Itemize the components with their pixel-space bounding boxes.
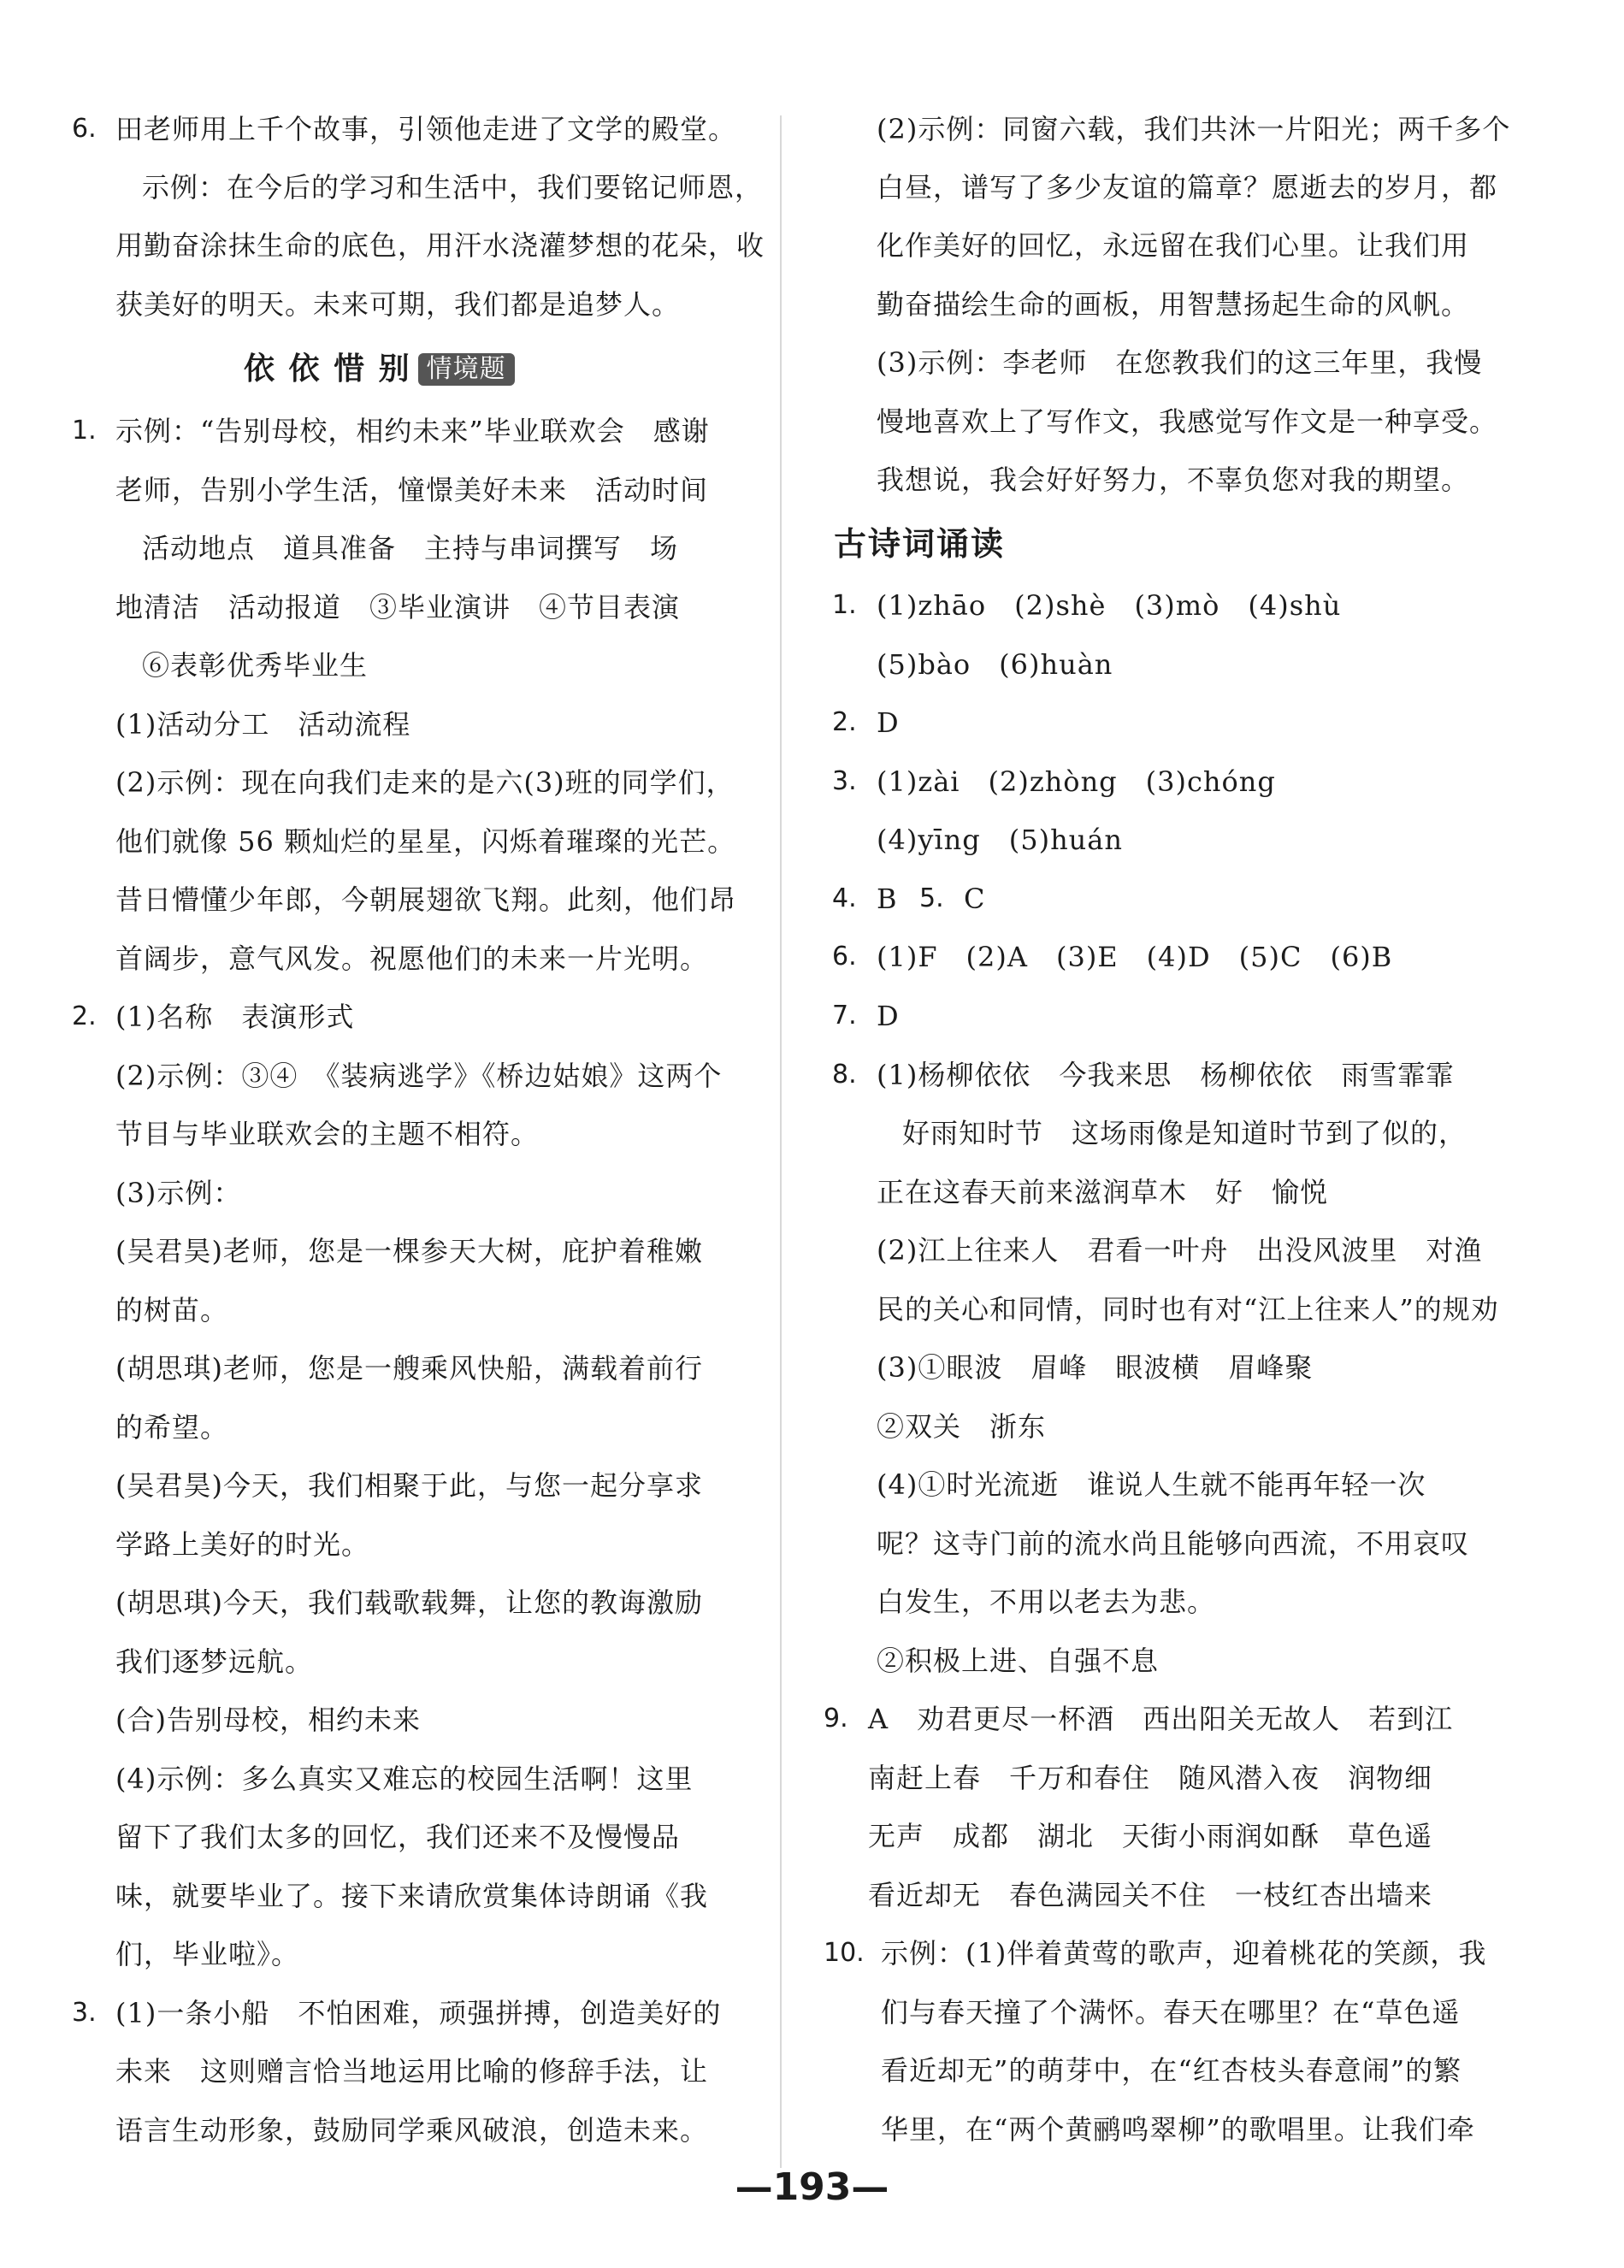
question-number: 1. [72, 416, 97, 446]
answer-line: (2)示例：现在向我们走来的是六(3)班的同学们， [115, 766, 735, 799]
answer-line: 好雨知时节 这场雨像是知道时节到了似的， [902, 1117, 1468, 1149]
answer-line: 活动地点 道具准备 主持与串词撰写 场 [142, 532, 679, 564]
answer-line: 地清洁 活动报道 ③毕业演讲 ④节目表演 [115, 591, 681, 623]
answer-line: B [877, 883, 898, 915]
question-number: 10. [824, 1938, 865, 1968]
answer-line: 获美好的明天。未来可期，我们都是追梦人。 [115, 288, 681, 321]
answer-line: 的希望。 [115, 1411, 229, 1444]
answer-line: (4)yīng (5)huán [877, 824, 1123, 856]
answer-line: 们，毕业啦》。 [115, 1938, 300, 1970]
answer-line: 南赶上春 千万和春住 随风潜入夜 润物细 [868, 1762, 1433, 1794]
answer-line: 示例：在今后的学习和生活中，我们要铭记师恩， [142, 171, 764, 204]
question-number: 2. [832, 707, 857, 737]
answer-line: (4)①时光流逝 谁说人生就不能再年轻一次 [877, 1468, 1426, 1501]
answer-line: 语言生动形象，鼓励同学乘风破浪，创造未来。 [115, 2114, 709, 2147]
answer-line: 白昼，谱写了多少友谊的篇章？愿逝去的岁月，都 [877, 171, 1498, 204]
answer-line: (胡思琪)今天，我们载歌载舞，让您的教诲激励 [115, 1586, 703, 1619]
question-number: 9. [824, 1704, 848, 1733]
answer-line: (胡思琪)老师，您是一艘乘风快船，满载着前行 [115, 1352, 703, 1385]
answer-line: 昔日懵懂少年郎，今朝展翅欲飞翔。此刻，他们昂 [115, 883, 737, 916]
answer-line: (1)活动分工 活动流程 [115, 708, 411, 741]
answer-line: (1)zhāo (2)shè (3)mò (4)shù [877, 589, 1342, 622]
answer-line: (1)一条小船 不怕困难，顽强拼搏，创造美好的 [115, 1997, 722, 2029]
question-number: 5. [919, 883, 944, 913]
answer-line: 正在这春天前来滋润草木 好 愉悦 [877, 1176, 1329, 1208]
answer-line: 民的关心和同情，同时也有对“江上往来人”的规劝 [877, 1293, 1499, 1326]
answer-line: D [877, 706, 900, 739]
answer-line: (1)zài (2)zhòng (3)chóng [877, 765, 1276, 798]
answer-line: ②双关 浙东 [877, 1410, 1047, 1443]
answer-line: (1)杨柳依依 今我来思 杨柳依依 雨雪霏霏 [877, 1059, 1455, 1091]
question-number: 6. [832, 942, 857, 972]
answer-line: D [877, 1000, 900, 1032]
section-title: 依 依 惜 别 [244, 351, 411, 387]
answer-line: 学路上美好的时光。 [115, 1528, 370, 1561]
answer-line: 呢？这寺门前的流水尚且能够向西流，不用哀叹 [877, 1527, 1470, 1560]
question-number: 8. [832, 1060, 857, 1090]
answer-line: 的树苗。 [115, 1294, 229, 1326]
answer-line: 未来 这则赠言恰当地运用比喻的修辞手法，让 [115, 2055, 709, 2088]
section-title-poetry: 古诗词诵读 [834, 525, 1006, 563]
question-number: 6. [72, 114, 97, 144]
answer-line: C [964, 883, 986, 915]
section-heading [244, 351, 515, 388]
answer-line: 留下了我们太多的回忆，我们还来不及慢慢品 [115, 1821, 681, 1853]
answer-line: (3)示例： [115, 1177, 242, 1209]
question-number: 2. [72, 1001, 97, 1031]
answer-line: (3)示例：李老师 在您教我们的这三年里，我慢 [877, 346, 1483, 379]
answer-line: 们与春天撞了个满怀。春天在哪里？在“草色遥 [881, 1996, 1461, 2029]
answer-line: (3)①眼波 眉峰 眼波横 眉峰聚 [877, 1351, 1314, 1384]
answer-line: 首阔步，意气风发。祝愿他们的未来一片光明。 [115, 942, 709, 975]
answer-line: (合)告别母校，相约未来 [115, 1704, 421, 1736]
answer-line: 田老师用上千个故事，引领他走进了文学的殿堂。 [115, 113, 737, 145]
question-number: 1. [832, 590, 857, 620]
answer-line: ⑥表彰优秀毕业生 [142, 649, 369, 682]
answer-line: (2)示例：同窗六载，我们共沐一片阳光；两千多个 [877, 113, 1511, 145]
question-number: 3. [832, 766, 857, 796]
answer-line: 节目与毕业联欢会的主题不相符。 [115, 1118, 540, 1150]
answer-line: (吴君昊)老师，您是一棵参天大树，庇护着稚嫩 [115, 1235, 703, 1267]
page-number: —193— [735, 2165, 889, 2209]
question-number: 3. [72, 1998, 97, 2028]
answer-line: 勤奋描绘生命的画板，用智慧扬起生命的风帆。 [877, 288, 1470, 321]
answer-line: 华里，在“两个黄鹂鸣翠柳”的歌唱里。让我们牵 [881, 2113, 1475, 2146]
question-number: 7. [832, 1001, 857, 1031]
answer-line: ②积极上进、自强不息 [877, 1645, 1160, 1677]
answer-line: 他们就像 56 颗灿烂的星星，闪烁着璀璨的光芒。 [115, 825, 736, 858]
answer-line: (4)示例：多么真实又难忘的校园生活啊！这里 [115, 1763, 694, 1795]
answer-line: 老师，告别小学生活，憧憬美好未来 活动时间 [115, 474, 709, 506]
answer-line: (2)江上往来人 君看一叶舟 出没风波里 对渔 [877, 1234, 1483, 1267]
answer-line: (2)示例：③④ 《装病逃学》《桥边姑娘》这两个 [115, 1060, 723, 1092]
answer-line: 看近却无 春色满园关不住 一枝红杏出墙来 [868, 1879, 1433, 1911]
answer-line: (吴君昊)今天，我们相聚于此，与您一起分享求 [115, 1469, 703, 1502]
answer-line: 用勤奋涂抹生命的底色，用汗水浇灌梦想的花朵，收 [115, 229, 765, 262]
answer-line: 示例：“告别母校，相约未来”毕业联欢会 感谢 [115, 415, 710, 447]
answer-line: 白发生，不用以老去为悲。 [877, 1586, 1216, 1618]
answer-line: 化作美好的回忆，永远留在我们心里。让我们用 [877, 229, 1470, 262]
answer-line: 我们逐梦远航。 [115, 1645, 314, 1678]
answer-line: (1)F (2)A (3)E (4)D (5)C (6)B [877, 941, 1393, 973]
column-divider [780, 115, 782, 2168]
question-number: 4. [832, 883, 857, 913]
answer-line: 味，就要毕业了。接下来请欣赏集体诗朗诵《我 [115, 1880, 709, 1912]
answer-line: A 劝君更尽一杯酒 西出阳关无故人 若到江 [868, 1703, 1454, 1735]
answer-line: (5)bào (6)huàn [877, 648, 1113, 681]
answer-line: 我想说，我会好好努力，不辜负您对我的期望。 [877, 464, 1470, 496]
answer-line: 慢地喜欢上了写作文，我感觉写作文是一种享受。 [877, 405, 1498, 438]
answer-line: 示例：(1)伴着黄莺的歌声，迎着桃花的笑颜，我 [881, 1937, 1487, 1970]
answer-line: (1)名称 表演形式 [115, 1001, 355, 1033]
section-tag: 情境题 [418, 353, 515, 386]
answer-line: 看近却无”的萌芽中，在“红杏枝头春意闹”的繁 [881, 2054, 1462, 2087]
answer-line: 无声 成都 湖北 天街小雨润如酥 草色遥 [868, 1820, 1433, 1852]
